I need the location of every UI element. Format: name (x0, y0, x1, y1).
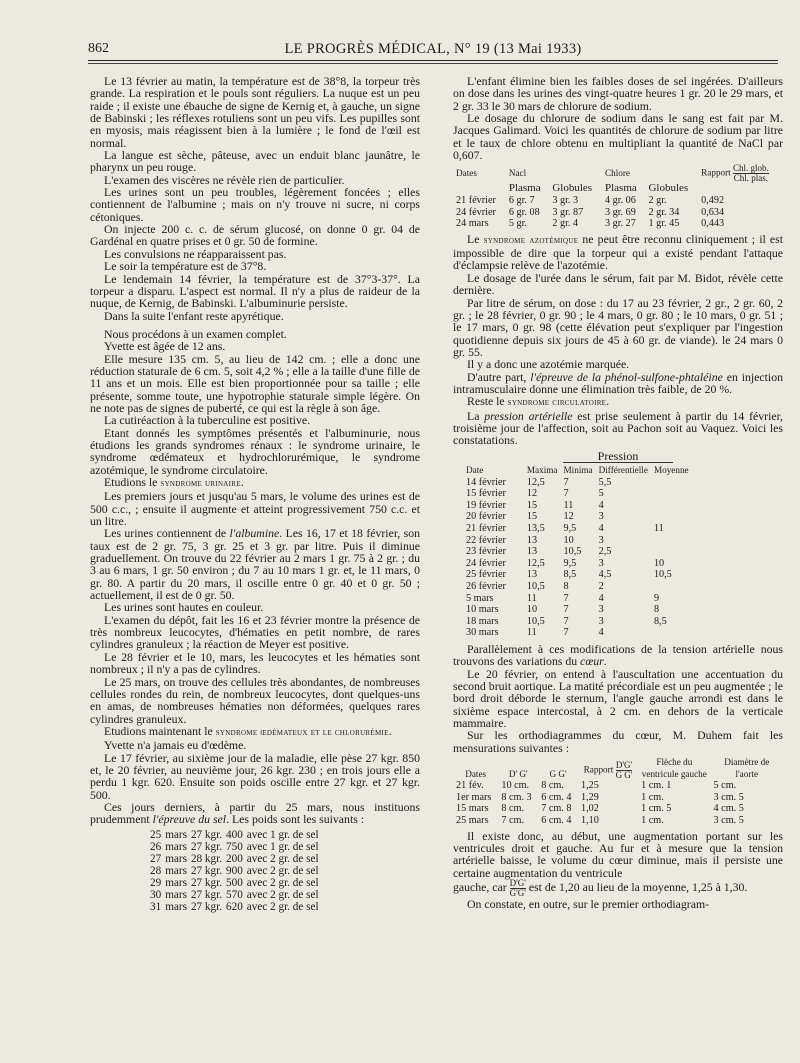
table-cell: 15 (526, 511, 538, 523)
body-paragraph: Etant donnés les symptômes présentés et l'albuminurie, nous étudions les grands syndromes rénaux : le syndrome urinaire, le syndrome œdémateux et hydrochlorurémique, le syndrome azotémique, le syndrome circulatoire. (90, 425, 420, 477)
table-subheader (698, 183, 783, 195)
table-cell: 2,5 (598, 546, 612, 558)
epreuve-sel-paragraph: Ces jours derniers, à partir du 25 mars, nous instituons prudemment l'épreuve du sel. Les poids sont les suivants : (90, 799, 420, 827)
table-row (463, 488, 692, 500)
table-cell: mars (165, 889, 187, 902)
table-cell: 8 cm. 3 (501, 791, 532, 803)
table-cell: 1,02 (581, 803, 599, 815)
table-cell: 25 février (466, 569, 506, 581)
table-cell: avec 2 gr. de sel (246, 877, 319, 889)
table-cell: 8 (653, 604, 660, 616)
body-paragraph: Le dosage du chlorure de sodium dans le sang est fait par M. Jacques Galimard. Voici les quantités de chlorure de sodium par litre et le taux de chlore obtenu en multipliant la quantité de NaCl par 0,607. (453, 111, 783, 163)
conclusion-paragraph: Il existe donc, au début, une augmentation portant sur les ventricules droit et gauche. Au fur et à mesure que la tension artérielle baisse, le volume du cœur diminue, mais il persiste une certaine augmentation du ventricule (453, 828, 783, 880)
ratio-bottom: G G' (615, 770, 633, 781)
table-cell: 4 (598, 627, 604, 639)
table-cell: avec 2 gr. de sel (246, 864, 319, 877)
running-title: LE PROGRÈS MÉDICAL, N° 19 (13 Mai 1933) (284, 41, 582, 57)
table-row (463, 581, 692, 593)
ratio-top: Chl. glob. (733, 163, 769, 174)
table-cell: 18 mars (466, 615, 499, 627)
ratio-bottom: Chl. plas. (733, 173, 769, 184)
table-header: Diamètre de l'aorte (724, 756, 770, 779)
body-paragraph: Le soir la température est de 37°8. (104, 259, 267, 274)
table-cell (651, 477, 692, 489)
table-cell: 25 (150, 828, 162, 841)
table-cell: 9 (653, 592, 660, 604)
table-cell: 3 (598, 534, 604, 546)
table-cell: 7 (563, 488, 569, 500)
table-cell: avec 1 gr. de sel (246, 828, 319, 841)
ratio-label: Rapport (701, 168, 731, 179)
table-cell: 29 (150, 877, 162, 889)
table-cell: 12,5 (526, 557, 545, 569)
table-cell: 31 (150, 901, 162, 914)
table-cell: 21 février (456, 195, 496, 206)
table-cell: mars (165, 901, 187, 914)
table-cell: 7 cm. (501, 814, 525, 826)
table-cell: 14 février (466, 476, 506, 488)
left-column (90, 75, 420, 916)
table-cell: 4 (598, 522, 604, 534)
table-cell: 1 gr. 45 (648, 218, 680, 230)
table-cell: 21 fév. (456, 780, 484, 792)
table-row (463, 604, 692, 616)
body-paragraph: Le 25 mars, on trouve des cellules très abondantes, de nombreuses cellules rondes du rein, de nombreux leucocytes, dont quelques-uns en amas, de nombreuses hématies non déformées, quelques rares cylindres granuleux. (90, 674, 420, 726)
table-header-row (463, 465, 692, 477)
table-cell: 13 (526, 546, 538, 558)
ratio-top: D'G' (615, 760, 633, 771)
table-header: Différentielle (598, 464, 648, 475)
right-paragraphs-b (453, 272, 783, 371)
table-cell: 8 cm. (541, 780, 564, 792)
table-cell: 3 (598, 511, 604, 523)
table-header (549, 164, 602, 183)
table-cell: 7 (563, 615, 569, 627)
table-cell: 30 (150, 889, 162, 902)
body-paragraph: Les urines sont un peu troubles, légèrement foncées ; elles contiennent de l'albumine ; mais on n'y trouve ni sucre, ni corps cétoniques. (90, 185, 420, 224)
table-header: Chlore (604, 168, 630, 179)
table-cell: 4 gr. 06 (604, 195, 636, 206)
table-header (698, 164, 783, 183)
table-row (150, 877, 323, 889)
pression-table-title: Pression (597, 448, 639, 463)
table-cell: 24 mars (456, 218, 489, 230)
table-cell: 25 mars (456, 814, 489, 826)
body-paragraph: La langue est sèche, pâteuse, avec un enduit blanc jaunâtre, le pharynx un peu rouge. (90, 148, 420, 175)
table-cell: 1 cm. (641, 814, 664, 826)
table-header: Moyenne (653, 464, 689, 475)
table-cell: 7 (563, 627, 569, 639)
table-row (463, 558, 692, 570)
table-cell: 0,492 (701, 195, 725, 206)
table-cell: 27 kgr. (190, 840, 223, 853)
table-row (463, 593, 692, 605)
header-rule (88, 60, 778, 61)
table-cell: 11 (563, 499, 574, 511)
table-subheader: Plasma (508, 182, 541, 195)
table-cell: 27 kgr. (190, 901, 223, 914)
header-rule-thin (88, 63, 778, 64)
table-row (463, 500, 692, 512)
table-cell: 7 cm. 8 (541, 803, 572, 815)
body-paragraph: Nous procédons à un examen complet. (104, 326, 287, 341)
body-paragraph: Sur les orthodiagrammes du cœur, M. Duhem fait les mensurations suivantes : (453, 728, 783, 755)
table-cell: 10 mars (466, 604, 499, 616)
body-paragraph: L'examen des viscères ne révèle rien de particulier. (104, 172, 345, 187)
table-cell: 23 février (466, 546, 506, 558)
right-column (453, 75, 783, 910)
table-header: Date (466, 464, 484, 475)
body-paragraph: Le dosage de l'urée dans le sérum, fait par M. Bidot, révèle cette dernière. (453, 270, 783, 298)
body-paragraph: Par litre de sérum, on dose : du 17 au 23 février, 2 gr., 2 gr. 60, 2 gr. ; le 28 février, 0 gr. 90 ; le 4 mars, 0 gr. 80 ; le 10 mars, 0 gr. 51 ; le 17 mars, 0 gr. 98 (cette élévation peut s'expliquer par l'ingestion quotidienne depuis six jours de 45 à 60 gr. de viande). le 24 mars 0 gr. 55. (453, 295, 783, 359)
table-cell: 3 cm. 5 (713, 814, 744, 826)
table-cell (651, 581, 692, 593)
table-cell: 3 (598, 557, 604, 569)
table-cell: avec 2 gr. de sel (246, 901, 319, 914)
body-paragraph: Les premiers jours et jusqu'au 5 mars, le volume des urines est de 500 c.c., ; ensuite il augmente et atteint progressivement 750 c.c. et un litre. (90, 489, 420, 529)
table-cell: 2 gr. (648, 195, 667, 206)
table-cell: 400 (226, 828, 243, 841)
table-cell: 24 février (456, 206, 496, 218)
body-paragraph: Il y a donc une azotémie marquée. (467, 357, 630, 372)
table-cell: mars (165, 852, 187, 865)
body-paragraph: Le 17 février, au sixième jour de la maladie, elle pèse 27 kgr. 850 et, le 20 février, au neuvième jour, 26 kgr. 230 ; en trois jours elle a perdu 1 kgr. 620. Ensuite son poids oscille entre 27 kgr. et 27 kgr. 500. (90, 750, 420, 802)
table-header: Nacl (508, 168, 527, 179)
table-row (150, 829, 323, 841)
table-header-row (453, 757, 783, 780)
pression-table (463, 465, 692, 639)
table-cell: 7 (563, 476, 569, 488)
page-number: 862 (88, 41, 109, 56)
table-row (463, 523, 692, 535)
table-cell: 0,443 (701, 218, 725, 230)
table-cell: 3 (598, 615, 604, 627)
table-cell (651, 488, 692, 500)
page-header (88, 41, 778, 57)
body-paragraph: Dans la suite l'enfant reste apyrétique. (104, 308, 284, 323)
table-subheader-row (453, 183, 783, 195)
table-cell: 3 gr. 27 (604, 218, 636, 230)
body-paragraph: Le lendemain 14 février, la température est de 37°3-37°. La torpeur a disparu. L'aspect est normal. Il n'y a plus de raideur de la nuque, de Kernig, de Babinski. L'albuminurie persiste. (90, 271, 420, 311)
syndrome-circulatoire-paragraph: Reste le syndrome circulatoire. (467, 394, 610, 409)
table-cell: 8,5 (563, 569, 577, 581)
table-row (453, 218, 783, 230)
syndrome-urinaire-paragraph: Etudions le syndrome urinaire. (104, 475, 244, 489)
table-row (453, 195, 783, 207)
table-cell: 3 gr. 69 (604, 206, 636, 218)
syndrome-oedemateux-label: syndrome œdémateux et le chlorurémie (215, 726, 389, 738)
table-cell: 10,5 (526, 615, 545, 627)
table-cell: 28 (150, 864, 162, 877)
table-cell: 9,5 (563, 557, 577, 569)
table-cell: 11 (653, 522, 664, 534)
table-cell: 27 kgr. (190, 889, 223, 902)
table-cell: 750 (226, 840, 243, 853)
body-paragraph: Les convulsions ne réapparaissent pas. (104, 246, 287, 261)
table-row (463, 511, 692, 523)
table-row (150, 901, 323, 913)
table-cell: 4 cm. 5 (713, 803, 744, 815)
table-cell: 15 mars (456, 803, 489, 815)
table-header: Maxima (526, 464, 558, 475)
table-cell: avec 2 gr. de sel (246, 889, 319, 902)
ratio-fraction (733, 164, 769, 183)
table-cell: 3 cm. 5 (713, 791, 744, 803)
table-header: G G' (549, 768, 567, 779)
table-cell: 2 gr. 34 (648, 206, 680, 218)
body-paragraph: Le 20 février, on entend à l'auscultation une accentuation du second bruit aortique. La matité précordiale est un peu augmentée ; le bord droit déborde le sternum, l'angle gauche arrondi est dans le sixième espace intercostal, à 2 cm. en dehors de la verticale mammaire. (453, 666, 783, 730)
table-row (463, 535, 692, 547)
table-row (150, 853, 323, 865)
table-cell: 5 (598, 488, 604, 500)
right-paragraphs-c (453, 668, 783, 754)
syndrome-circulatoire-label: syndrome circulatoire (507, 397, 607, 409)
table-cell: 7 (563, 604, 569, 616)
table-cell: 11 (526, 627, 537, 639)
table-cell: 6 cm. 4 (541, 814, 572, 826)
body-paragraph: Yvette est âgée de 12 ans. (104, 339, 226, 354)
table-row (453, 207, 783, 219)
body-paragraph: Elle mesure 135 cm. 5, au lieu de 142 cm. ; elle a donc une réduction staturale de 6 cm. 5, soit 4,2 % ; elle a la taille d'une fille de 11 ans et un mois. Elle est bien proportionnée pour sa taille ; elle présente, somme toute, une hypotrophie staturale simple légère. On ne note pas de signes de puberté, ce qui est la règle à son âge. (90, 351, 420, 415)
table-cell: 2 gr. 4 (552, 218, 579, 230)
table-cell: 26 février (466, 580, 506, 592)
table-row (463, 569, 692, 581)
table-cell (651, 511, 692, 523)
table-subheader: Globules (648, 182, 689, 195)
table-cell: 1,25 (581, 780, 599, 792)
body-paragraph: L'enfant élimine bien les faibles doses de sel ingérées. D'ailleurs on dose dans les urines des vingt-quatre heures 1 gr. 20 le 29 mars, et 2 gr. 33 le 30 mars de chlorure de sodium. (453, 74, 783, 113)
table-subheader: Plasma (604, 182, 637, 195)
table-header: Dates (456, 168, 477, 179)
table-cell: 11 (526, 592, 537, 604)
table-cell: mars (165, 864, 187, 877)
table-cell: 1 cm. 5 (641, 803, 672, 815)
table-header-row (453, 164, 783, 183)
weights-table (150, 829, 323, 914)
table-cell: 15 février (466, 488, 506, 500)
table-header: Minima (563, 464, 593, 475)
table-cell: 1 cm. (641, 791, 664, 803)
last-paragraph: On constate, en outre, sur le premier orthodiagram- (467, 896, 710, 911)
table-cell: 1,10 (581, 814, 599, 826)
table-cell: 10 (653, 557, 665, 569)
table-cell: 15 (526, 499, 538, 511)
table-subheader: Globules (552, 182, 593, 195)
table-cell: 3 gr. 3 (552, 195, 579, 206)
syndrome-urinaire-label: syndrome urinaire (160, 478, 241, 489)
table-cell: 27 kgr. (190, 877, 223, 889)
table-cell: 4,5 (598, 569, 612, 581)
table-row (150, 841, 323, 853)
table-cell: 10 (526, 604, 538, 616)
table-cell: 3 gr. 87 (552, 206, 584, 218)
table-cell: 27 kgr. (190, 864, 223, 877)
syndrome-azotemique-label: syndrome azotémique (483, 234, 579, 246)
table-row (463, 477, 692, 489)
body-paragraph: L'examen du dépôt, fait les 16 et 23 février montre la présence de très nombreux leucocytes, d'hématies en petit nombre, de rares cylindres granuleux ; la réaction de Meyer est positive. (90, 612, 420, 652)
table-cell (651, 535, 692, 547)
table-cell: 10 (563, 534, 574, 546)
table-cell: 1er mars (456, 791, 492, 803)
table-cell: 28 kgr. (190, 852, 223, 865)
table-cell: 19 février (466, 499, 506, 511)
left-paragraphs-c (90, 490, 420, 527)
left-paragraphs-d (90, 601, 420, 724)
table-cell: 27 kgr. (190, 828, 223, 841)
coeur-paragraph: Parallèlement à ces modifications de la tension artérielle nous trouvons des variations du cœur. (453, 641, 783, 669)
body-paragraph: Le 28 février et le 10, mars, les leucocytes et les hématies sont nombreux ; il n'y a pas de cylindres. (90, 649, 420, 677)
table-cell: mars (165, 877, 187, 889)
body-paragraph: La cutiréaction à la tuberculine est positive. (104, 413, 311, 428)
table-cell: 10 cm. (501, 780, 530, 792)
table-cell: 5 cm. (713, 780, 737, 792)
table-cell: 10,5 (526, 580, 545, 592)
table-cell: 24 février (466, 557, 506, 569)
table-cell: 8,5 (653, 615, 667, 627)
ratio-fraction (616, 761, 633, 780)
table-cell: 8 cm. (501, 803, 525, 815)
table-cell: 5 gr. (508, 218, 527, 230)
syndrome-azotemique-paragraph: Le syndrome azotémique ne peut être reconnu cliniquement ; il est impossible de dire que la torpeur qui a existé pendant l'attaque d'éclampsie relève de l'azotémie. (453, 231, 783, 273)
table-row (453, 792, 783, 804)
table-cell: 8 (563, 580, 569, 592)
table-cell: 1,29 (581, 791, 599, 803)
table-cell: 200 (226, 852, 243, 865)
body-paragraph: Les urines sont hautes en couleur. (104, 600, 264, 615)
table-cell (651, 627, 692, 639)
table-row (453, 815, 783, 827)
table-header (578, 757, 638, 780)
body-paragraph: Le 13 février au matin, la température est de 38°8, la torpeur très grande. La respiration et le pouls sont réguliers. La nuque est un peu raide ; il existe une ébauche de signe de Kernig et, à gauche, un signe de Babinski ; les réflexes rotuliens sont un peu vifs. Les pupilles sont en myosis, mais réagissent bien à la lumière ; le fond de l'œil est normal. (90, 74, 420, 150)
table-cell: 1 cm. 1 (641, 780, 672, 792)
table-header: Flèche du ventricule gauche (641, 756, 707, 779)
syndrome-oedemateux-paragraph: Etudions maintenant le syndrome œdémateux et le chlorurémie. (104, 723, 392, 738)
table-cell: 0,634 (701, 206, 725, 218)
table-cell: 6 gr. 08 (508, 206, 540, 218)
table-cell: 3 (598, 604, 604, 616)
right-paragraphs-a (453, 75, 783, 161)
table-row (150, 889, 323, 901)
table-cell: 12 (563, 511, 574, 523)
table-cell: 570 (226, 889, 243, 902)
table-row (463, 546, 692, 558)
table-row (150, 865, 323, 877)
table-cell: 620 (226, 901, 243, 914)
table-cell: 500 (226, 877, 243, 889)
table-cell: 2 (598, 580, 604, 592)
table-row (463, 627, 692, 639)
table-header: D' G' (508, 768, 528, 779)
table-cell: 9,5 (563, 522, 577, 534)
table-cell: 13 (526, 569, 538, 581)
body-paragraph: Yvette n'a jamais eu d'œdème. (104, 738, 247, 753)
table-cell: 12 (526, 488, 538, 500)
table-cell: 10,5 (563, 546, 582, 558)
table-row (463, 616, 692, 628)
table-cell: avec 1 gr. de sel (246, 840, 319, 853)
left-paragraphs-e (90, 739, 420, 801)
table-cell: 5 mars (466, 592, 494, 604)
table-cell: 4 (598, 592, 604, 604)
table-cell: 27 (150, 852, 162, 865)
table-cell: 900 (226, 864, 243, 877)
table-cell: 12,5 (526, 476, 545, 488)
table-cell: 4 (598, 499, 604, 511)
table-cell: 7 (563, 592, 569, 604)
table-cell: avec 2 gr. de sel (246, 852, 319, 865)
table-row (453, 803, 783, 815)
ratio-label: Rapport (583, 764, 614, 775)
table-cell: 13,5 (526, 522, 545, 534)
albumine-paragraph: Les urines contiennent de l'albumine. Les 16, 17 et 18 février, son taux est de 2 gr. 75, 3 gr. 25 et 3 gr. par litre. Puis il diminue graduellement. On trouve du 22 février au 2 mars 1 gr. 75 à 2 gr. ; du 3 au 6 mars, 1 gr. 50 environ ; du 7 au 10 mars 1 gr. et, le 11 mars, 0 gr. 80. A partir du 20 mars, il oscille entre 0 gr. 40 et 0 gr. 50 ; actuellement, il est de 0 gr. 50. (90, 526, 420, 603)
table-subheader (453, 183, 506, 195)
table-cell: mars (165, 840, 187, 853)
left-paragraphs-b (90, 328, 420, 476)
table-cell: 10,5 (653, 569, 672, 581)
table-cell: 6 gr. 7 (508, 195, 535, 206)
table-cell: 30 mars (466, 627, 499, 639)
table-cell (651, 500, 692, 512)
pression-paragraph: La pression artérielle est prise seulement à partir du 14 février, troisième jour de l'affection, soit au Pachon soit au Vaquez. Voici les constatations. (453, 408, 783, 448)
table-header (645, 164, 698, 183)
body-paragraph: On injecte 200 c. c. de sérum glucosé, on donne 0 gr. 04 de Gardénal en quatre prises et 0 gr. 50 de formine. (90, 222, 420, 249)
conclusion-fraction-line: gauche, car $\frac{D'G'}{G'G'}$ est de 1,20 au lieu de la moyenne, 1,25 à 1,30. (453, 877, 748, 898)
orthodiagram-table (453, 757, 783, 827)
table-cell: 22 février (466, 534, 506, 546)
table-cell: 6 cm. 4 (541, 791, 572, 803)
table-cell: 5,5 (598, 476, 612, 488)
table-header: Dates (465, 768, 487, 779)
table-row (453, 780, 783, 792)
phenol-paragraph: D'autre part, l'épreuve de la phénol-sulfone-phtaléine en injection intramusculaire donne une élimination très faible, de 20 %. (453, 369, 783, 396)
table-cell: 20 février (466, 511, 506, 523)
chlore-table (453, 164, 783, 229)
table-cell (651, 546, 692, 558)
table-cell: mars (165, 828, 187, 841)
table-cell: 21 février (466, 522, 506, 534)
table-cell: 13 (526, 534, 538, 546)
left-paragraphs (90, 75, 420, 322)
table-cell: 26 (150, 840, 162, 853)
ratio-fraction: $\frac{D'G'}{G'G'}$ (509, 877, 526, 898)
